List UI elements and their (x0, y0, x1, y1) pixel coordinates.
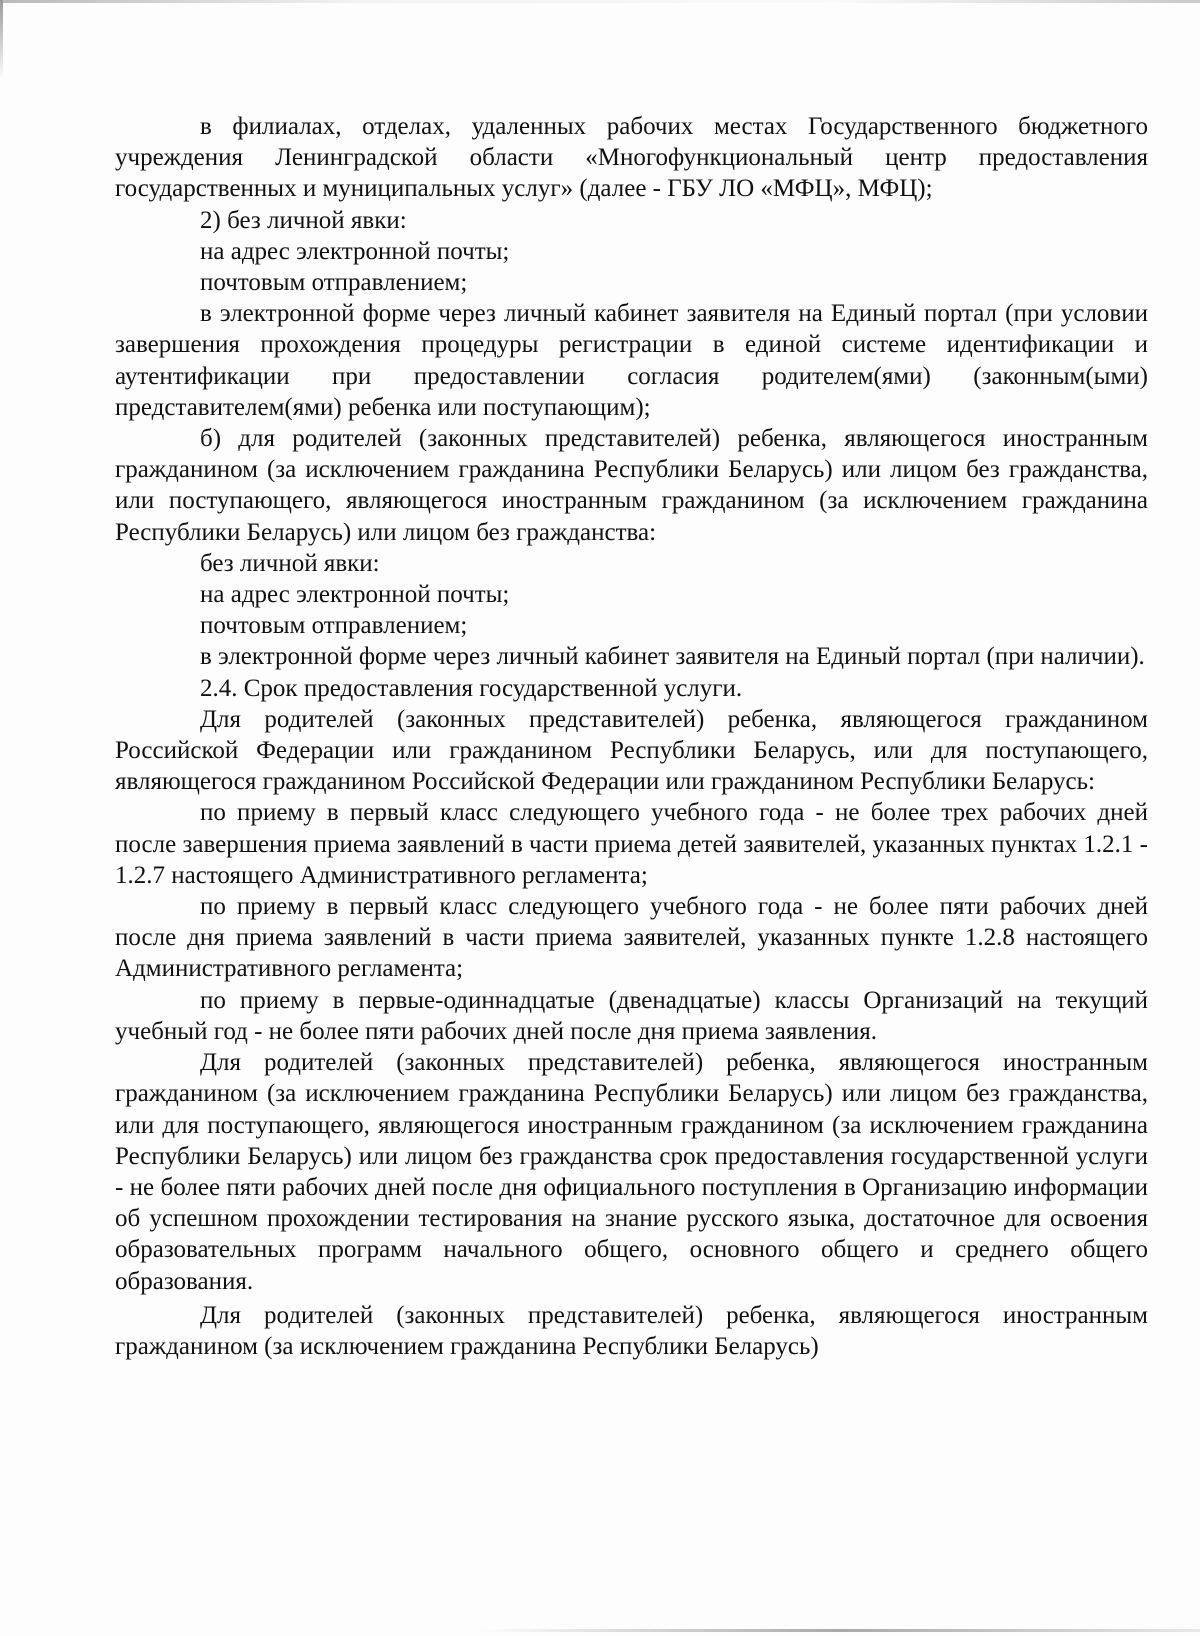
paragraph-without-visit: 2) без личной явки: (200, 206, 407, 234)
paragraph-without-visit-foreign: без личной явки: (200, 549, 380, 577)
paragraph-foreign-citizens: б) для родителей (законных представителей) ребенка, являющегося иностранным гражданином (за исключением гражданина Республики Беларусь) или лицом без гражданства, или поступающего, являющегося иностранным гражданином (за исключением гражданина Республики Беларусь) или лицом без гражданства: (115, 425, 1148, 546)
paragraph-first-grade-three-days: по приему в первый класс следующего учебного года - не более трех рабочих дней после завершения приема заявлений в части приема детей заявителей, указанных пунктах 1.2.1 - 1.2.7 настоящего Административного регламента; (115, 799, 1148, 889)
document-body (115, 111, 1148, 1362)
paragraph-foreign-continued: Для родителей (законных представителей) ребенка, являющегося иностранным гражданином (за исключением гражданина Республики Беларусь) (115, 1301, 1148, 1360)
paragraph-electronic-portal: в электронной форме через личный кабинет заявителя на Единый портал (при условии завершения прохождения процедуры регистрации в единой системе идентификации и аутентификации при предоставлении согласия родителем(ями) (законным(ыми) представителем(ями) ребенка или поступающим); (115, 300, 1148, 421)
paragraph-mfc-branches: в филиалах, отделах, удаленных рабочих местах Государственного бюджетного учреждения Ленинградской области «Многофункциональный центр предоставления государственных и муниципальных услуг» (далее - ГБУ ЛО «МФЦ», МФЦ); (115, 113, 1148, 203)
paragraph-first-grade-five-days: по приему в первый класс следующего учебного года - не более пяти рабочих дней после дня приема заявлений в части приема заявителей, указанных пункте 1.2.8 настоящего Административного регламента; (115, 893, 1148, 983)
scan-edge-left (0, 0, 3, 80)
scan-edge-bottom (480, 1629, 1200, 1632)
scan-edge-top (0, 0, 1200, 3)
paragraph-email: на адрес электронной почты; (200, 237, 510, 265)
paragraph-grades-one-to-eleven: по приему в первые-одиннадцатые (двенадцатые) классы Организаций на текущий учебный год - не более пяти рабочих дней после дня приема заявления. (115, 986, 1148, 1045)
paragraph-post: почтовым отправлением; (200, 269, 468, 297)
section-heading-2-4: 2.4. Срок предоставления государственной услуги. (200, 674, 743, 702)
paragraph-foreign-term: Для родителей (законных представителей) ребенка, являющегося иностранным гражданином (за исключением гражданина Республики Беларусь) или лицом без гражданства, или для поступающего, являющегося иностранным гражданином (за исключением гражданина Республики Беларусь) или лицом без гражданства срок предоставления государственной услуги - не более пяти рабочих дней после дня официального поступления в Организацию информации об успешном прохождении тестирования на знание русского языка, достаточное для освоения образовательных программ начального общего, основного общего и среднего общего образования. (115, 1049, 1148, 1295)
paragraph-post-foreign: почтовым отправлением; (200, 612, 468, 640)
paragraph-email-foreign: на адрес электронной почты; (200, 581, 510, 609)
paragraph-electronic-portal-foreign: в электронной форме через личный кабинет заявителя на Единый портал (при наличии). (200, 643, 1145, 671)
paragraph-russian-citizens: Для родителей (законных представителей) ребенка, являющегося гражданином Российской Федерации или гражданином Республики Беларусь, или для поступающего, являющегося гражданином Российской Федерации или гражданином Республики Беларусь: (115, 705, 1148, 796)
